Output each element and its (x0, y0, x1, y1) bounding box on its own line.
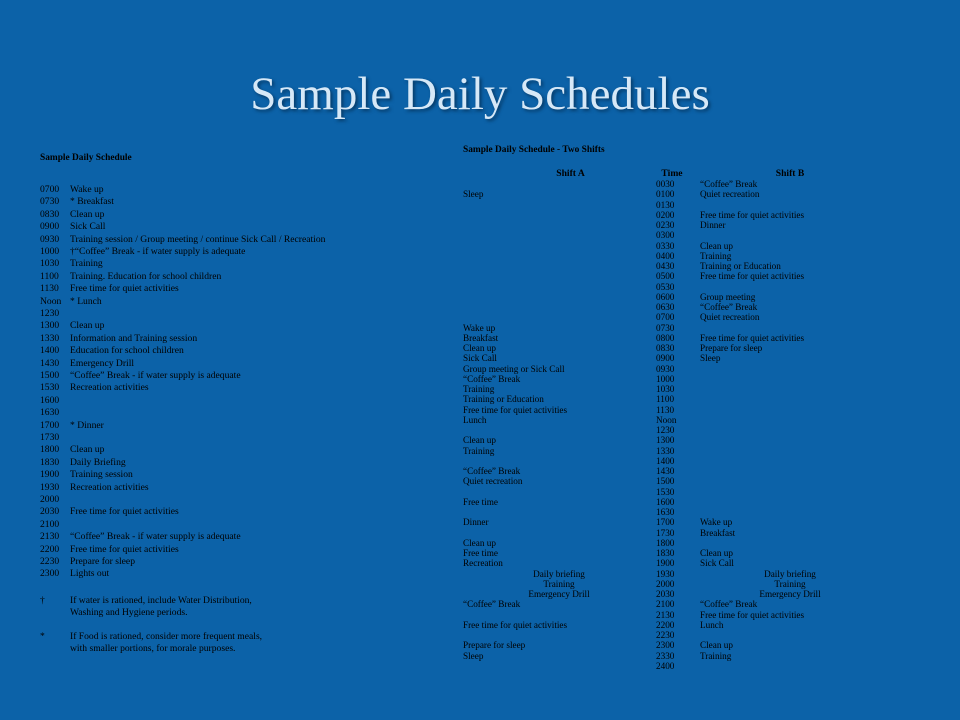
shift-time: 0100 (656, 189, 675, 200)
shift-time: 0630 (656, 302, 675, 312)
shift-time: 2000 (656, 578, 675, 589)
shift-a-activity: Recreation (463, 558, 503, 569)
shift-time: 0900 (656, 353, 675, 364)
footnote-symbol: † (40, 595, 45, 606)
schedule-time: 1100 (40, 270, 59, 282)
shift-time: 1700 (656, 517, 675, 528)
shift-b-activity: Clean up (700, 640, 733, 651)
schedule-time: 1730 (40, 432, 60, 443)
schedule-time: 1830 (40, 456, 60, 468)
schedule-time: 0930 (40, 233, 60, 245)
schedule-time: 1230 (40, 308, 60, 319)
schedule-activity: Recreation activities (70, 382, 149, 394)
schedule-activity: Emergency Drill (70, 357, 135, 369)
shift-a-activity: Breakfast (463, 332, 499, 343)
shift-time: 0130 (656, 199, 675, 210)
schedule-activity: Clean up (70, 320, 105, 332)
shift-b-activity: Group meeting (700, 291, 756, 302)
schedule-time: 1930 (40, 481, 60, 493)
footnote-text (70, 595, 252, 618)
schedule-activity: Wake up (70, 184, 104, 195)
schedule-activity: Free time for quiet activities (70, 283, 179, 295)
schedule-activity: Daily Briefing (70, 456, 126, 468)
schedule-time: 2300 (40, 568, 60, 580)
shift-b-activity: Quiet recreation (700, 189, 760, 200)
shift-time: 1130 (656, 404, 675, 415)
shift-b-activity: Training (774, 578, 806, 589)
shift-a-activity: “Coffee” Break (463, 373, 521, 384)
shift-b-activity: Free time for quiet activities (700, 209, 805, 220)
shift-b-activity: Dinner (700, 220, 726, 230)
shift-b-activity: Training (700, 650, 732, 661)
footnote-line: If water is rationed, include Water Distribution, (70, 595, 252, 606)
shift-time: 1500 (656, 476, 675, 487)
schedule-time: 1300 (40, 320, 60, 332)
schedule-time: 2100 (40, 518, 60, 530)
schedule-time: 1500 (40, 370, 60, 381)
shift-time: 0930 (656, 363, 675, 374)
shift-b-activity: Training or Education (700, 261, 781, 271)
shift-time: 0400 (656, 250, 675, 261)
shift-time: 0730 (656, 322, 675, 333)
shift-b-activity: Free time for quiet activities (700, 332, 805, 343)
shift-b-activity: Daily briefing (764, 568, 816, 579)
schedule-activity: †“Coffee” Break - if water supply is adequate (70, 246, 246, 257)
shift-b-activity: Sleep (700, 353, 721, 364)
shift-a-activity: Daily briefing (533, 568, 585, 579)
shift-b-activity: Breakfast (700, 527, 736, 538)
shift-time: 0230 (656, 220, 675, 230)
shift-a-activity: Free time for quiet activities (463, 619, 568, 630)
shift-b-activity: Prepare for sleep (700, 343, 763, 353)
shift-a-activity: Free time for quiet activities (463, 404, 568, 415)
shift-a-activity: Dinner (463, 517, 489, 528)
shift-b-activity: Sick Call (700, 558, 734, 569)
schedule-time: 1130 (40, 283, 59, 295)
schedule-activity: Training session (70, 469, 133, 481)
shift-a-activity: Training (543, 578, 575, 589)
shift-b-activity: “Coffee” Break (700, 302, 758, 312)
schedule-time: 1400 (40, 345, 60, 357)
shift-time: 0030 (656, 179, 675, 189)
shift-time: 0300 (656, 230, 675, 241)
schedule-activity: Training (70, 258, 103, 270)
shift-time: 0700 (656, 312, 675, 323)
shift-time: 2300 (656, 640, 675, 651)
schedule-activity: Education for school children (70, 345, 184, 357)
shift-time: 0830 (656, 343, 675, 353)
shift-a-activity: Lunch (463, 414, 487, 425)
shift-a-activity: Free time (463, 548, 498, 558)
schedule-time: 1530 (40, 382, 60, 394)
schedule-time: 0730 (40, 196, 60, 208)
shift-time: 0330 (656, 240, 675, 251)
footnote-line: Washing and Hygiene periods. (70, 606, 188, 618)
schedule-activity: “Coffee” Break - if water supply is adequate (70, 370, 241, 381)
shift-b-header: Shift B (775, 168, 805, 179)
schedule-time: 0900 (40, 221, 60, 233)
schedule-time: 1600 (40, 394, 60, 406)
shift-time: 1030 (656, 384, 675, 394)
shift-time: 2100 (656, 599, 675, 610)
shift-b-activity: Clean up (700, 240, 733, 251)
shift-time: 0530 (656, 281, 675, 292)
shift-a-activity: Group meeting or Sick Call (463, 363, 565, 374)
schedule-activity: Information and Training session (70, 332, 198, 344)
shift-a-activity: Sleep (463, 650, 484, 661)
shift-time: 1730 (656, 527, 675, 538)
shift-time: 1900 (656, 558, 675, 569)
schedule-activity: Recreation activities (70, 481, 149, 493)
shift-a-activity: Training (463, 445, 495, 456)
shift-time: 1830 (656, 548, 675, 558)
shift-a-activity: Prepare for sleep (463, 640, 526, 651)
shift-time: 1430 (656, 466, 675, 476)
shift-time: 1230 (656, 425, 675, 435)
schedule-activity: Clean up (70, 444, 105, 456)
schedule-activity: Clean up (70, 208, 105, 220)
shift-time: 0500 (656, 271, 675, 282)
shift-time: 0200 (656, 209, 675, 220)
schedule-time: 1900 (40, 469, 60, 481)
shift-time: 0800 (656, 332, 675, 343)
shift-time: 1800 (656, 537, 675, 548)
shift-a-activity: Sleep (463, 189, 484, 200)
schedule-activity: Free time for quiet activities (70, 543, 179, 555)
schedule-activity: * Dinner (70, 419, 104, 431)
shift-a-activity: Sick Call (463, 353, 497, 364)
shift-b-activity: Free time for quiet activities (700, 609, 805, 620)
shift-time: 1630 (656, 507, 675, 517)
schedule-time: 1630 (40, 407, 60, 419)
shift-b-activity: Quiet recreation (700, 312, 760, 323)
schedule-time: 2000 (40, 494, 60, 505)
schedule-time: 1430 (40, 357, 60, 369)
shift-b-activity: Free time for quiet activities (700, 271, 805, 282)
slide-title: Sample Daily Schedules (250, 68, 710, 120)
schedule-activity: Training session / Group meeting / continue Sick Call / Recreation (70, 233, 326, 245)
shift-time: 0430 (656, 261, 675, 271)
shift-b-activity: “Coffee” Break (700, 599, 758, 610)
shift-time: 2230 (656, 630, 675, 640)
shift-time: 2200 (656, 619, 675, 630)
schedule-time: 1000 (40, 246, 60, 257)
shift-a-activity: Training (463, 384, 495, 394)
schedule-time: 2030 (40, 506, 60, 518)
schedule-time: 2230 (40, 556, 60, 567)
footnote-symbol: * (40, 631, 45, 642)
schedule-activity: Prepare for sleep (70, 556, 135, 567)
schedule-time: 0700 (40, 184, 60, 195)
shift-time: 1530 (656, 486, 675, 497)
schedule-time: 2200 (40, 543, 60, 555)
shift-time: 1300 (656, 435, 675, 446)
time-header: Time (661, 168, 683, 179)
schedule-activity: Lights out (70, 568, 110, 580)
shift-time: 1930 (656, 568, 675, 579)
schedule-time: Noon (40, 295, 62, 307)
schedule-activity: * Lunch (70, 295, 102, 307)
schedule-time: 2130 (40, 531, 60, 543)
shift-b-activity: Emergency Drill (759, 589, 821, 599)
shift-b-activity: Training (700, 250, 732, 261)
shift-a-header: Shift A (556, 168, 585, 179)
schedule-activity: Training. Education for school children (70, 270, 222, 282)
schedule-activity: * Breakfast (70, 196, 114, 208)
schedule-time: 0830 (40, 208, 60, 220)
shift-a-activity: Wake up (463, 322, 496, 333)
schedule-activity: “Coffee” Break - if water supply is adequate (70, 531, 241, 543)
shift-time: 2130 (656, 609, 675, 620)
shift-time: 1400 (656, 455, 675, 466)
shift-a-activity: Clean up (463, 537, 496, 548)
shift-a-activity: Emergency Drill (528, 589, 590, 599)
shift-time: 2330 (656, 650, 675, 661)
shift-a-activity: “Coffee” Break (463, 466, 521, 476)
schedule-time: 1030 (40, 258, 60, 270)
right-schedule-heading: Sample Daily Schedule - Two Shifts (463, 145, 605, 155)
shift-b-activity: Wake up (700, 517, 733, 528)
shift-time: Noon (656, 414, 677, 425)
shift-b-activity: Clean up (700, 548, 733, 558)
shift-time: 1100 (656, 394, 675, 405)
shift-time: 1330 (656, 445, 675, 456)
schedule-time: 1330 (40, 332, 60, 344)
left-schedule-heading: Sample Daily Schedule (40, 153, 132, 163)
footnote-text (70, 631, 262, 654)
shift-a-activity: Clean up (463, 435, 496, 446)
shift-time: 2030 (656, 589, 675, 599)
schedule-activity: Sick Call (70, 221, 106, 233)
shift-a-activity: Training or Education (463, 394, 544, 405)
shift-a-activity: “Coffee” Break (463, 599, 521, 610)
footnote-line: If Food is rationed, consider more frequent meals, (70, 631, 263, 642)
shift-time: 0600 (656, 291, 675, 302)
shift-time: 1000 (656, 373, 675, 384)
shift-time: 1600 (656, 496, 675, 507)
shift-time: 2400 (656, 660, 675, 671)
shift-a-activity: Free time (463, 496, 498, 507)
shift-a-activity: Quiet recreation (463, 476, 523, 487)
schedule-time: 1800 (40, 444, 60, 456)
schedule-activity: Free time for quiet activities (70, 506, 179, 518)
shift-b-activity: “Coffee” Break (700, 179, 758, 189)
footnote-line: with smaller portions, for morale purposes. (70, 642, 236, 654)
shift-a-activity: Clean up (463, 343, 496, 353)
schedule-time: 1700 (40, 419, 60, 431)
shift-b-activity: Lunch (700, 619, 724, 630)
